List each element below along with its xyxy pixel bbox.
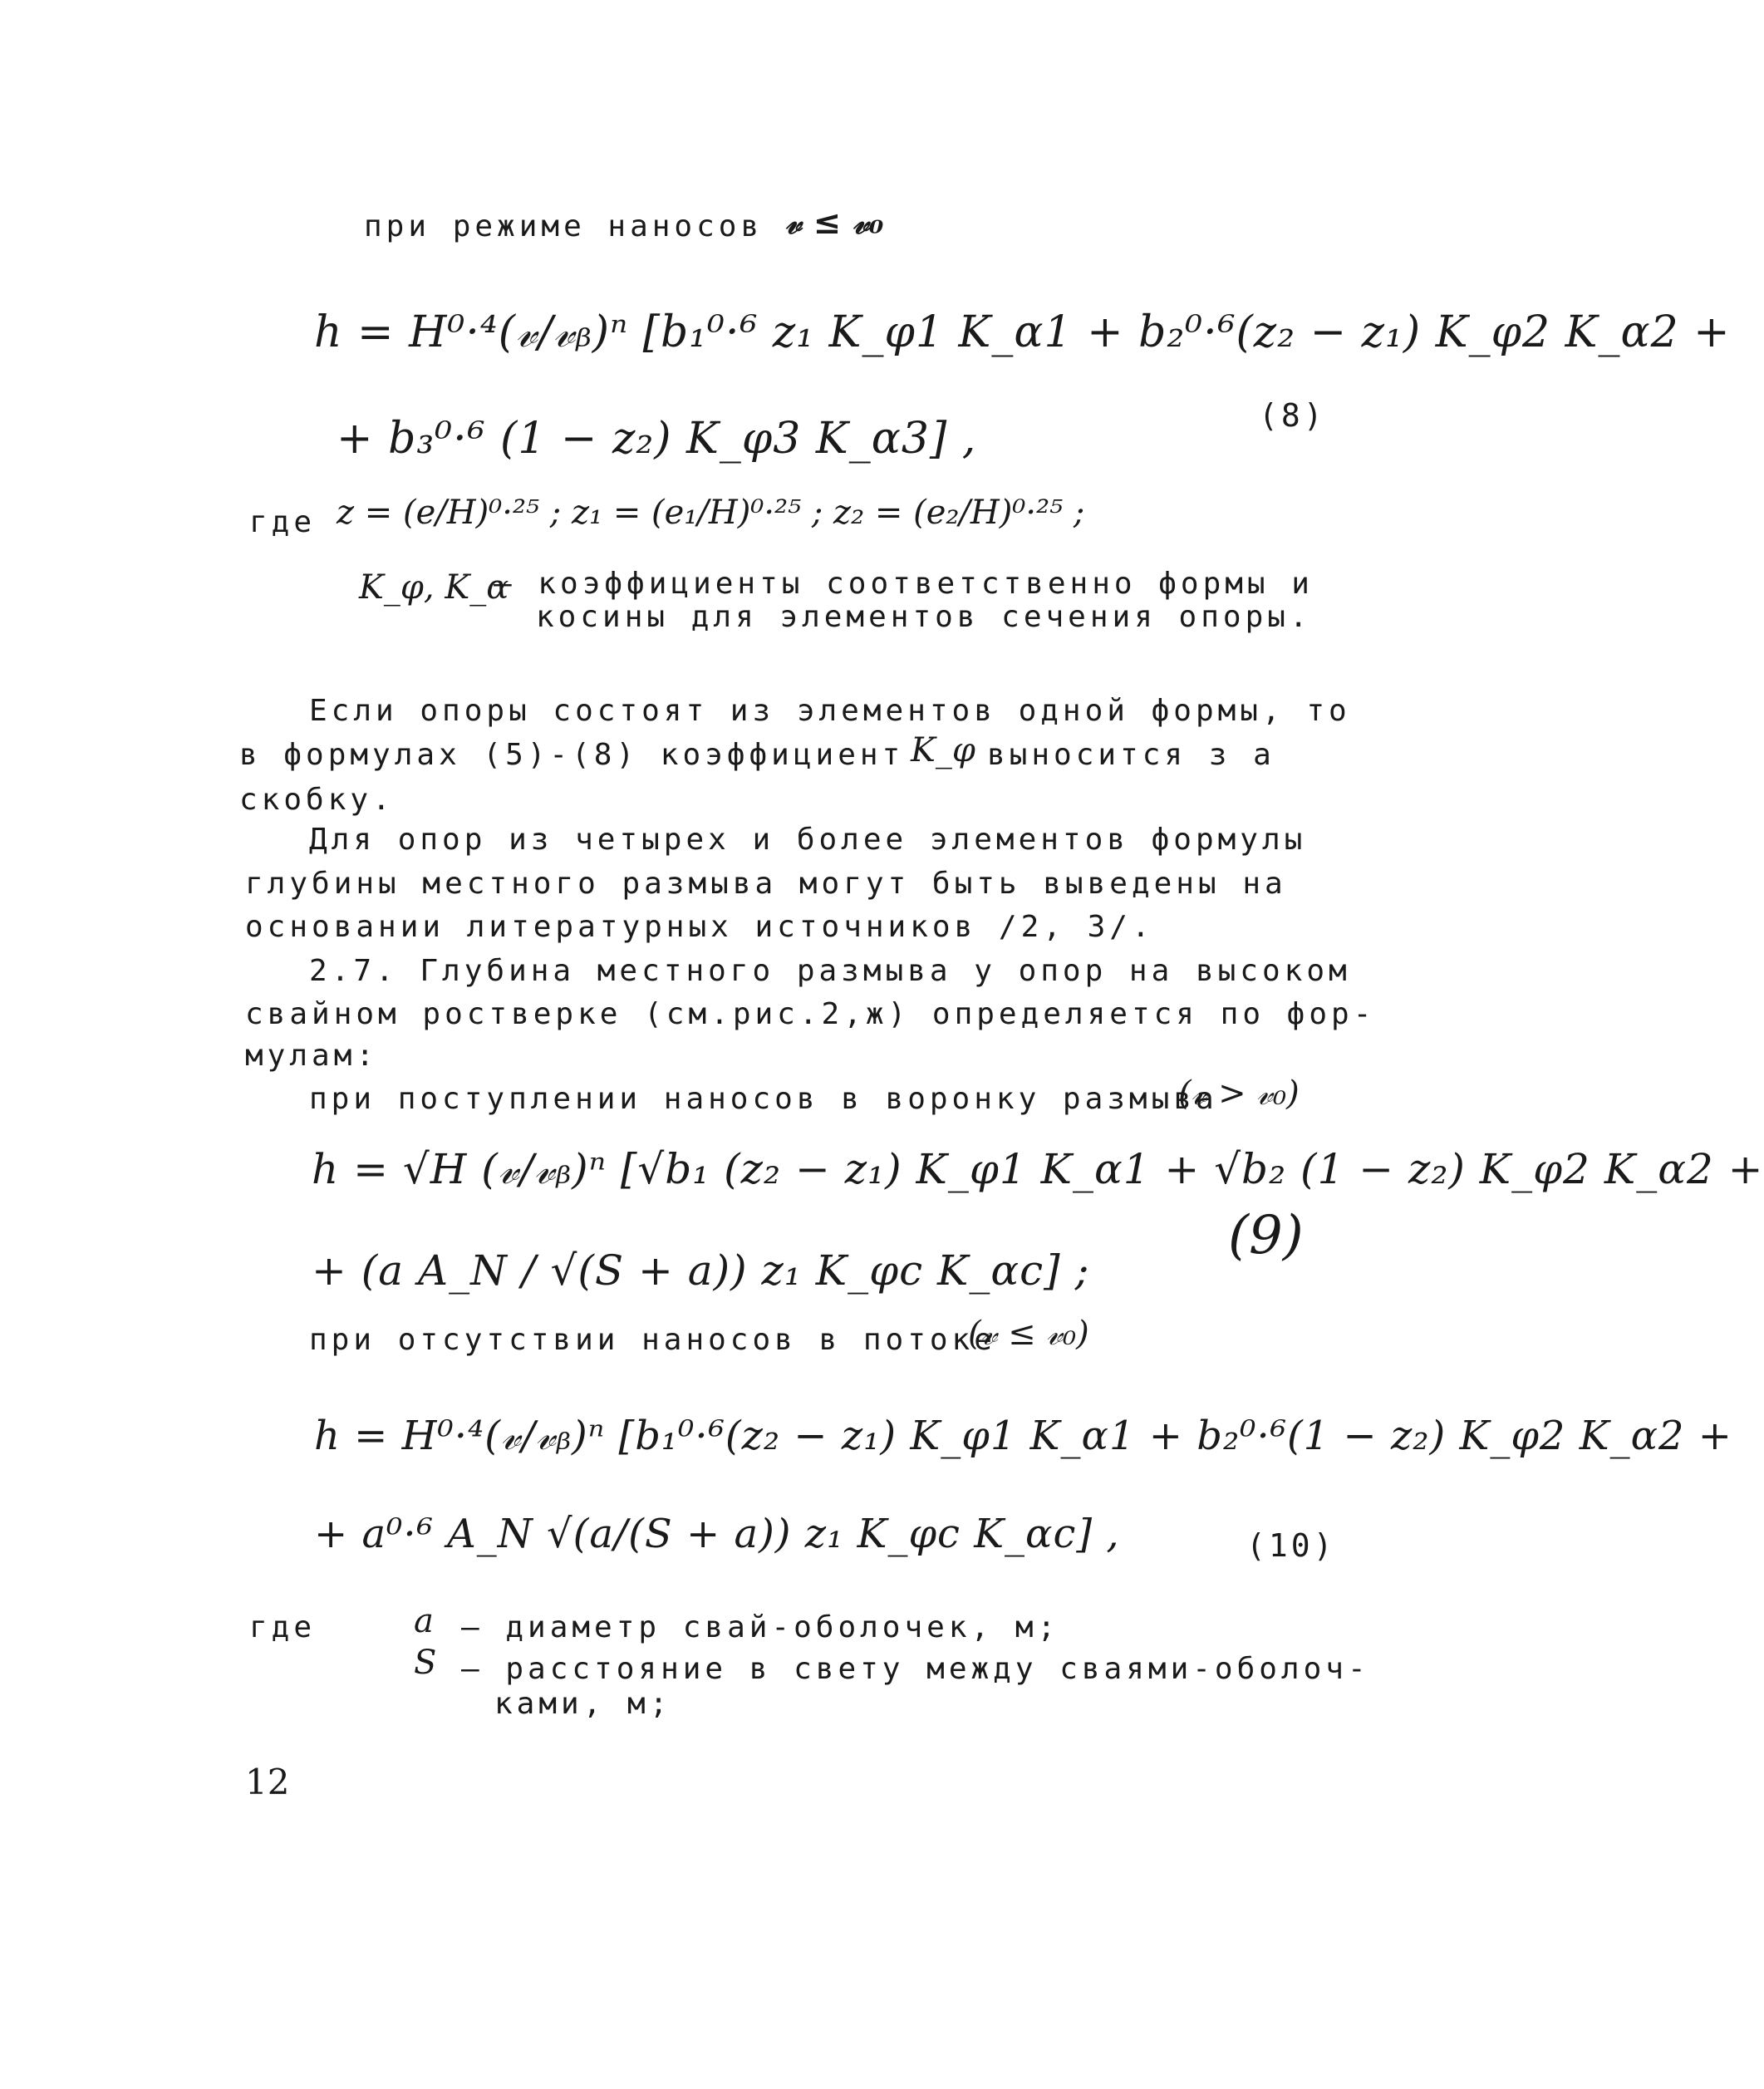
inflow-condition: (𝓋 > 𝓋₀) — [1178, 1074, 1300, 1113]
definition-s-line-1: – расстояние в свету между сваями-оболоч- — [461, 1652, 1370, 1686]
paragraph-1-line-2b: выносится з а — [987, 738, 1275, 772]
paragraph-1-line-2a: в формулах (5)-(8) коэффициент — [239, 738, 905, 772]
sediment-inflow-label: при поступлении наносов в воронку размыва — [309, 1082, 1218, 1116]
no-sediment-condition: (𝓋 ≤ 𝓋₀) — [968, 1315, 1089, 1353]
definition-s-line-2: ками, м; — [494, 1687, 672, 1721]
definition-a: – диаметр свай-оболочек, м; — [461, 1610, 1060, 1644]
symbol-s: S — [414, 1644, 437, 1682]
paragraph-2-line-2: глубины местного размыва могут быть выведены на — [245, 867, 1287, 901]
where-label-2: где — [249, 1610, 317, 1644]
page-number: 12 — [245, 1762, 290, 1802]
formula-10-line-1: h = H⁰·⁴(𝓋/𝓋ᵦ)ⁿ [b₁⁰·⁶(z₂ − z₁) K_φ1 K_α1 + b₂⁰·⁶(1 − z₂) K_φ2 K_α2 + — [314, 1413, 1733, 1459]
paragraph-2-line-1: Для опор из четырех и более элементов формулы — [309, 823, 1307, 857]
paragraph-3-line-2: свайном ростверке (см.рис.2,ж) определяется по фор- — [245, 997, 1376, 1031]
equation-number-8: (8) — [1259, 397, 1326, 434]
symbol-a: a — [414, 1602, 434, 1640]
paragraph-3-line-1: 2.7. Глубина местного размыва у опор на высоком — [309, 954, 1351, 988]
k-definition-line-2: косины для элементов сечения опоры. — [536, 600, 1312, 634]
formula-9-line-1: h = √H (𝓋/𝓋ᵦ)ⁿ [√b₁ (z₂ − z₁) K_φ1 K_α1 + √b₂ (1 − z₂) K_φ2 K_α2 + — [312, 1145, 1764, 1193]
formula-8-line-2: + b₃⁰·⁶ (1 − z₂) K_φ3 K_α3] , — [337, 414, 977, 464]
formula-8-line-1: h = H⁰·⁴(𝓋/𝓋ᵦ)ⁿ [b₁⁰·⁶ z₁ K_φ1 K_α1 + b₂⁰·⁶(z₂ − z₁) K_φ2 K_α2 + — [314, 307, 1731, 357]
where-label-1: где — [249, 505, 317, 539]
equation-number-10: (10) — [1246, 1527, 1336, 1564]
z-definitions: z = (e/H)⁰·²⁵ ; z₁ = (e₁/H)⁰·²⁵ ; z₂ = (e₂/H)⁰·²⁵ ; — [337, 494, 1085, 532]
paragraph-3-line-3: мулам: — [245, 1039, 379, 1073]
equation-number-9: (9) — [1228, 1205, 1304, 1266]
k-definition-line-1: – коэффициенты соответственно формы и — [494, 567, 1314, 601]
no-sediment-label: при отсутствии наносов в потоке — [309, 1323, 996, 1357]
sediment-regime-label: при режиме наносов — [364, 209, 764, 243]
regime-condition: 𝓋 ≤ 𝓋₀ — [785, 203, 884, 242]
formula-9-line-2: + (a A_N / √(S + a)) z₁ K_φc K_αc] ; — [312, 1246, 1090, 1295]
k-phi-k-alpha-symbols: K_φ, K_α — [359, 568, 509, 607]
paragraph-1-line-1: Если опоры состоят из элементов одной формы, то — [309, 694, 1351, 728]
k-phi-symbol-inline: K_φ — [911, 731, 975, 769]
paragraph-1-line-3: скобку. — [239, 783, 395, 817]
formula-10-line-2: + a⁰·⁶ A_N √(a/(S + a)) z₁ K_φc K_αc] , — [314, 1511, 1120, 1557]
paragraph-2-line-3: основании литературных источников /2, 3/. — [245, 910, 1154, 944]
